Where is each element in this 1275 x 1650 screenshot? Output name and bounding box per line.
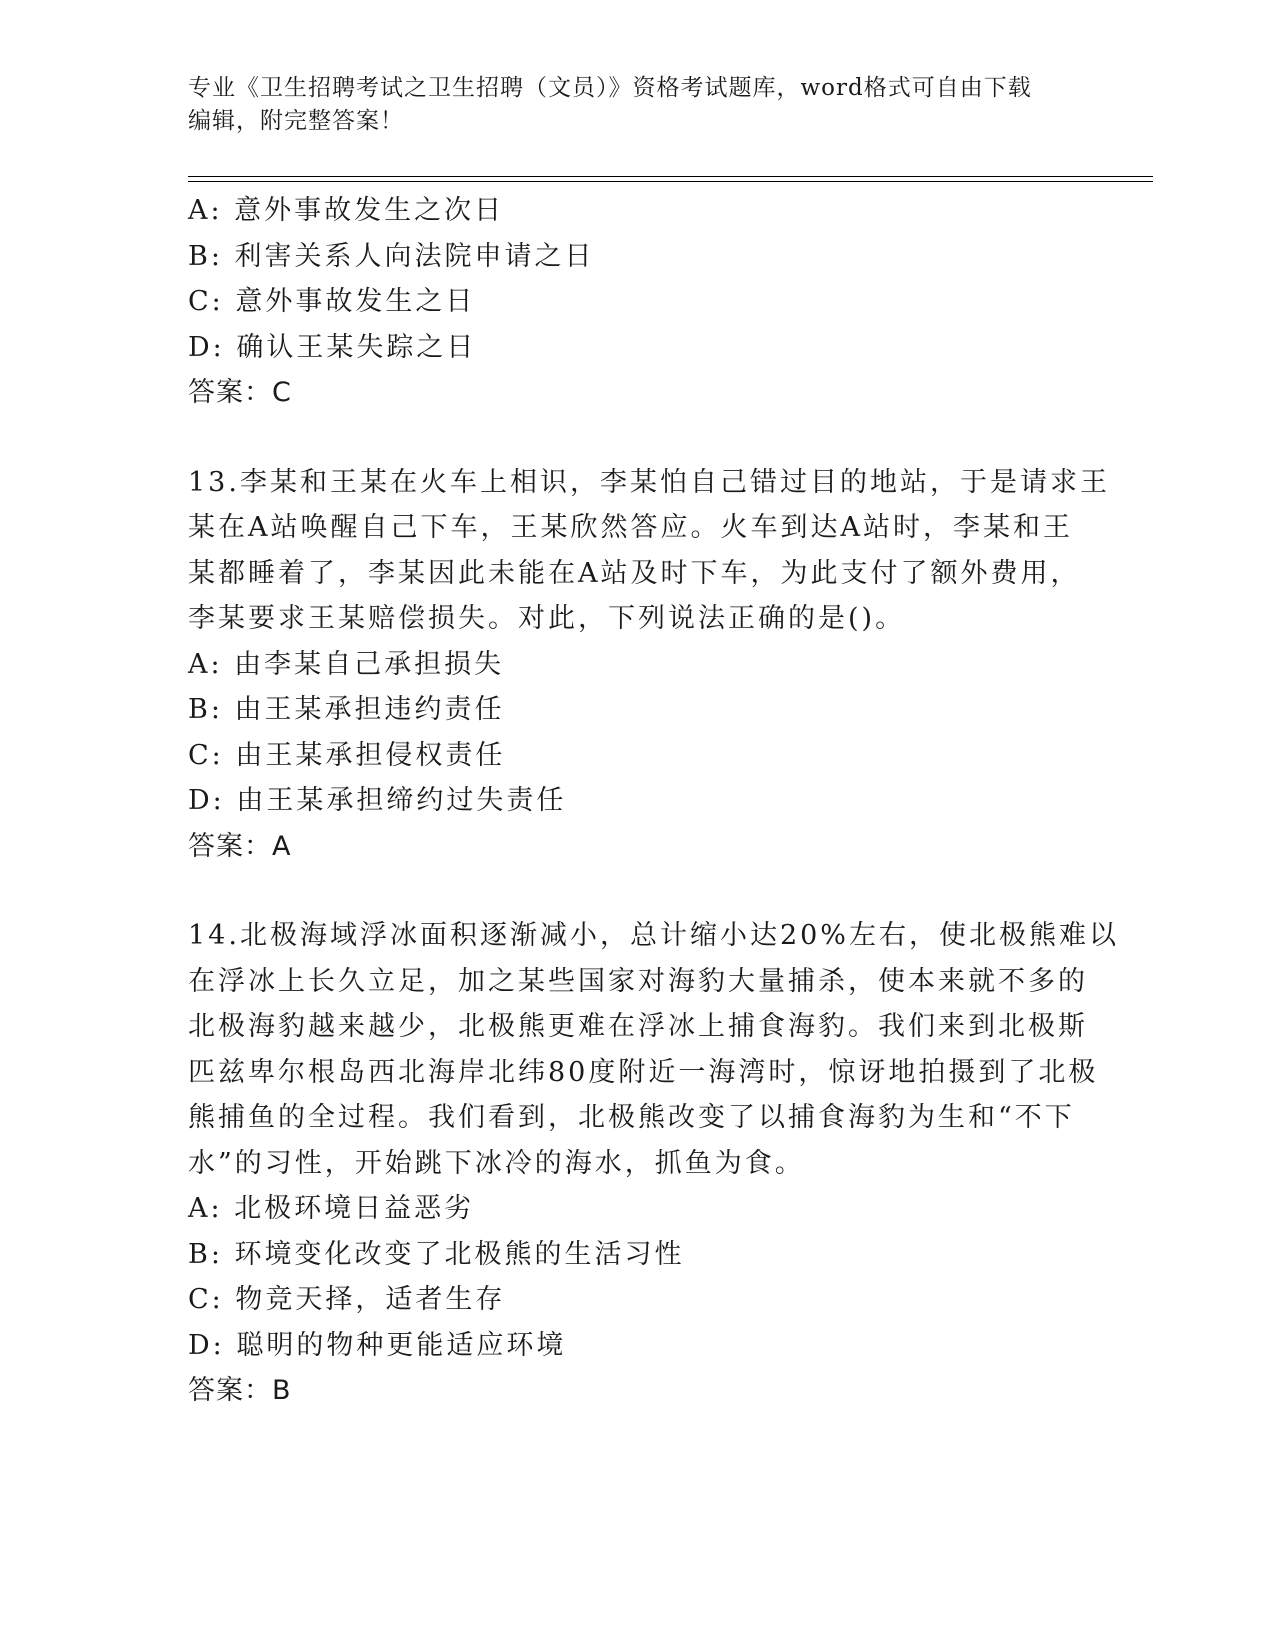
header-line-1: 专业《卫生招聘考试之卫生招聘（文员）》资格考试题库，word格式可自由下载 (188, 75, 1032, 101)
option-c: C: 物竞天择，适者生存 (188, 1284, 506, 1315)
question-14 (188, 913, 1119, 1414)
option-d: D: 聪明的物种更能适应环境 (188, 1329, 567, 1361)
question-14-line: 14.北极海域浮冰面积逐渐减小，总计缩小达20%左右，使北极熊难以 (188, 920, 1119, 951)
question-14-line: 熊捕鱼的全过程。我们看到，北极熊改变了以捕食海豹为生和“不下 (188, 1102, 1075, 1133)
header-rule-bottom (188, 181, 1153, 182)
question-13-line: 某在A站唤醒自己下车，王某欣然答应。火车到达A站时，李某和王 (188, 512, 1073, 543)
option-a: A: 北极环境日益恶劣 (188, 1193, 475, 1224)
answer-14: 答案：B (188, 1375, 292, 1406)
question-12-options (188, 188, 1088, 416)
question-14-line: 水”的习性，开始跳下冰冷的海水，抓鱼为食。 (188, 1147, 805, 1179)
option-b: B: 由王某承担违约责任 (188, 694, 505, 725)
question-13 (188, 460, 1110, 870)
question-14-line: 在浮冰上长久立足，加之某些国家对海豹大量捕杀，使本来就不多的 (188, 965, 1088, 997)
option-b: B: 利害关系人向法院申请之日 (188, 240, 595, 272)
option-d: D: 由王某承担缔约过失责任 (188, 785, 567, 816)
option-c: C: 意外事故发生之日 (188, 286, 476, 317)
question-13-line: 13.李某和王某在火车上相识，李某怕自己错过目的地站，于是请求王 (188, 466, 1110, 498)
answer-13: 答案：A (188, 830, 292, 862)
option-a: A: 由李某自己承担损失 (188, 648, 505, 680)
option-d: D: 确认王某失踪之日 (188, 331, 477, 363)
option-c: C: 由王某承担侵权责任 (188, 739, 506, 771)
question-14-line: 北极海豹越来越少，北极熊更难在浮冰上捕食海豹。我们来到北极斯 (188, 1011, 1088, 1042)
question-13-line: 某都睡着了，李某因此未能在A站及时下车，为此支付了额外费用， (188, 557, 1081, 589)
header-rule-top (188, 176, 1153, 177)
option-a: A: 意外事故发生之次日 (188, 195, 505, 226)
question-14-line: 匹兹卑尔根岛西北海岸北纬80度附近一海湾时，惊讶地拍摄到了北极 (188, 1056, 1099, 1088)
option-b: B: 环境变化改变了北极熊的生活习性 (188, 1238, 685, 1270)
question-13-line: 李某要求王某赔偿损失。对此，下列说法正确的是()。 (188, 603, 906, 634)
document-header (188, 72, 1068, 138)
answer-12: 答案：C (188, 377, 292, 408)
question-content (188, 188, 1119, 1414)
header-line-2: 编辑，附完整答案！ (188, 108, 404, 134)
